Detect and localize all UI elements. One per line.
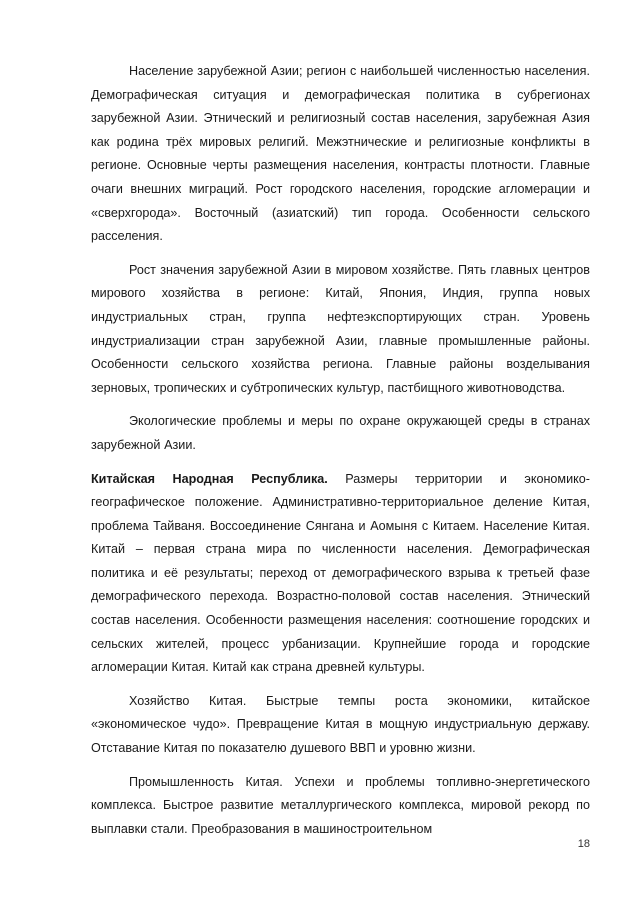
paragraph-china-overview [91, 468, 590, 680]
paragraph-china-industry [91, 771, 590, 842]
paragraph-text: Экологические проблемы и меры по охране окружающей среды в странах зарубежной Азии. [91, 414, 590, 452]
paragraph-asia-ecology [91, 410, 590, 457]
page-body [91, 60, 590, 841]
paragraph-text: Промышленность Китая. Успехи и проблемы топливно-энергетического комплекса. Быстрое развитие металлургического комплекса, мировой рекорд по выплавки стали. Преобразования в машиностроительном [91, 774, 590, 836]
paragraph-asia-population [91, 60, 590, 249]
paragraph-text: Население зарубежной Азии; регион с наибольшей численностью населения. Демографическая ситуация и демографическая политика в субрегионах зарубежной Азии. Этнический и религиозный состав населения, зарубежная Азия как родина трёх мировых религий. Межэтнические и религиозные конфликты в регионе. Основные черты размещения населения, контрасты плотности. Главные очаги внешних миграций. Рост городского населения, городские агломерации и «сверхгорода». Восточный (азиатский) тип города. Особенности сельского расселения. [91, 64, 590, 244]
paragraph-asia-economy [91, 259, 590, 401]
paragraph-text: Размеры территории и экономико-географическое положение. Административно-территориальное деление Китая, проблема Тайваня. Воссоединение Сянгана и Аомыня с Китаем. Население Китая. Китай – первая страна мира по численности населения. Демографическая политика и её результаты; переход от демографического взрыва к третьей фазе демографического перехода. Возрастно-половой состав населения. Этнический состав населения. Особенности размещения населения: соотношение городских и сельских жителей, процесс урбанизации. Крупнейшие города и городские агломерации Китая. Китай как страна древней культуры. [91, 471, 590, 675]
section-heading-china: Китайская Народная Республика. [91, 471, 328, 486]
paragraph-text: Хозяйство Китая. Быстрые темпы роста экономики, китайское «экономическое чудо». Превращение Китая в мощную индустриальную державу. Отставание Китая по показателю душевого ВВП и уровню жизни. [91, 693, 590, 756]
paragraph-text: Рост значения зарубежной Азии в мировом хозяйстве. Пять главных центров мирового хозяйства в регионе: Китай, Япония, Индия, группа новых индустриальных стран, группа нефтеэкспортирующих стран. Уровень индустриализации стран зарубежной Азии, главные промышленные районы. Особенности сельского хозяйства региона. Главные районы возделывания зерновых, тропических и субтропических культур, пастбищного животноводства. [91, 262, 590, 395]
page-number: 18 [577, 838, 590, 850]
paragraph-china-economy [91, 690, 590, 761]
